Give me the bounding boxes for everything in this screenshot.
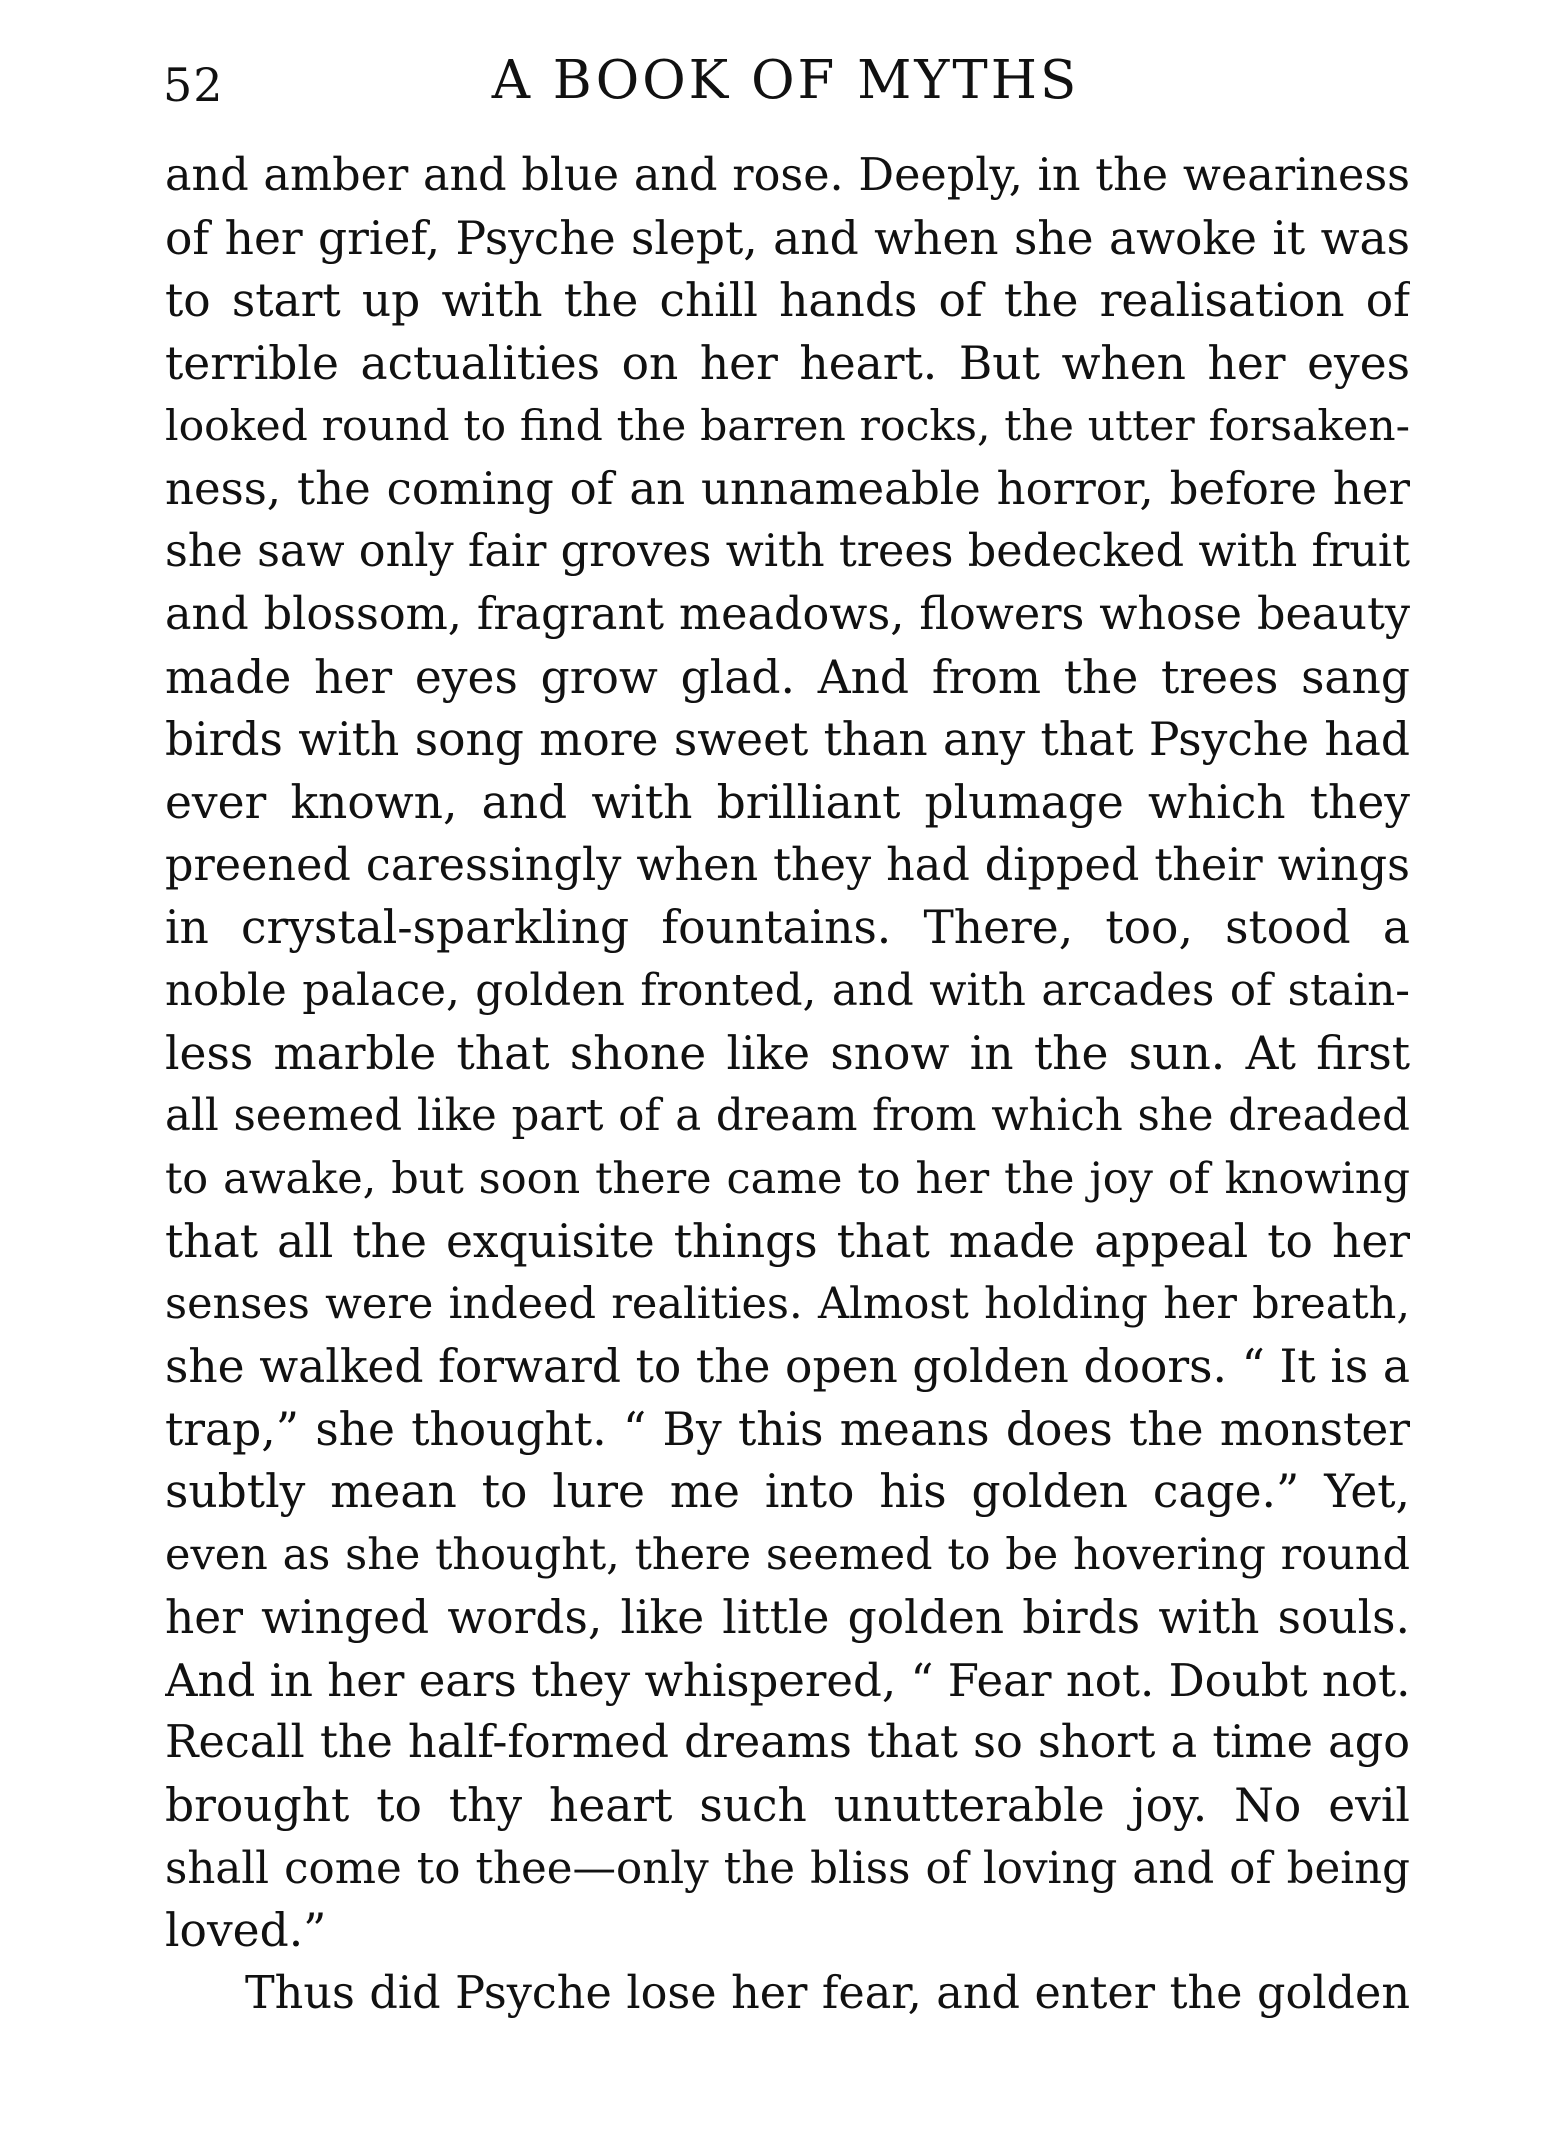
text-line: of her grief, Psyche slept, and when she awoke it was xyxy=(165,211,1410,265)
text-line: to awake, but soon there came to her the joy of knowing xyxy=(165,1154,1410,1204)
text-line: she saw only fair groves with trees bedecked with fruit xyxy=(165,526,1410,578)
text-line: ness, the coming of an unnameable horror, before her xyxy=(165,462,1410,516)
body-text xyxy=(165,145,1410,2026)
text-line: that all the exquisite things that made appeal to her xyxy=(165,1214,1410,1268)
text-line-paragraph-end: loved.” xyxy=(165,1904,327,1958)
text-line: her winged words, like little golden birds with souls. xyxy=(165,1590,1410,1644)
text-line: terrible actualities on her heart. But when her eyes xyxy=(165,337,1410,391)
text-line: senses were indeed realities. Almost holding her breath, xyxy=(165,1279,1410,1330)
text-line: even as she thought, there seemed to be hovering round xyxy=(165,1530,1410,1581)
text-line: less marble that shone like snow in the sun. At first xyxy=(165,1026,1410,1080)
text-line: she walked forward to the open golden doors. “ It is a xyxy=(165,1340,1410,1394)
text-line: to start up with the chill hands of the realisation of xyxy=(165,274,1410,328)
page-header xyxy=(163,50,1408,120)
text-line: brought to thy heart such unutterable joy. No evil xyxy=(165,1778,1410,1832)
text-line: birds with song more sweet than any that Psyche had xyxy=(165,713,1410,767)
text-line: and amber and blue and rose. Deeply, in the weariness xyxy=(165,150,1410,201)
text-line: Recall the half-formed dreams that so short a time ago xyxy=(165,1717,1410,1769)
text-line: shall come to thee—only the bliss of loving and of being xyxy=(165,1843,1410,1894)
text-line: And in her ears they whispered, “ Fear not. Doubt not. xyxy=(165,1653,1410,1707)
text-line: all seemed like part of a dream from which she dreaded xyxy=(165,1091,1410,1142)
text-line: and blossom, fragrant meadows, flowers whose beauty xyxy=(165,588,1410,640)
page-number: 52 xyxy=(163,58,224,112)
text-line: subtly mean to lure me into his golden cage.” Yet, xyxy=(165,1465,1410,1519)
text-line: trap,” she thought. “ By this means does the monster xyxy=(165,1402,1410,1456)
running-title: A BOOK OF MYTHS xyxy=(491,50,1080,111)
text-line: noble palace, golden fronted, and with arcades of stain- xyxy=(165,965,1410,1016)
text-line: in crystal-sparkling fountains. There, too, stood a xyxy=(165,901,1410,955)
text-line: looked round to find the barren rocks, the utter forsaken- xyxy=(165,401,1410,451)
text-line: preened caressingly when they had dipped their wings xyxy=(165,839,1410,891)
text-line: ever known, and with brilliant plumage which they xyxy=(165,775,1410,829)
text-line: made her eyes grow glad. And from the trees sang xyxy=(165,650,1410,704)
text-line-paragraph-start: Thus did Psyche lose her fear, and enter the golden xyxy=(245,1967,1410,2019)
